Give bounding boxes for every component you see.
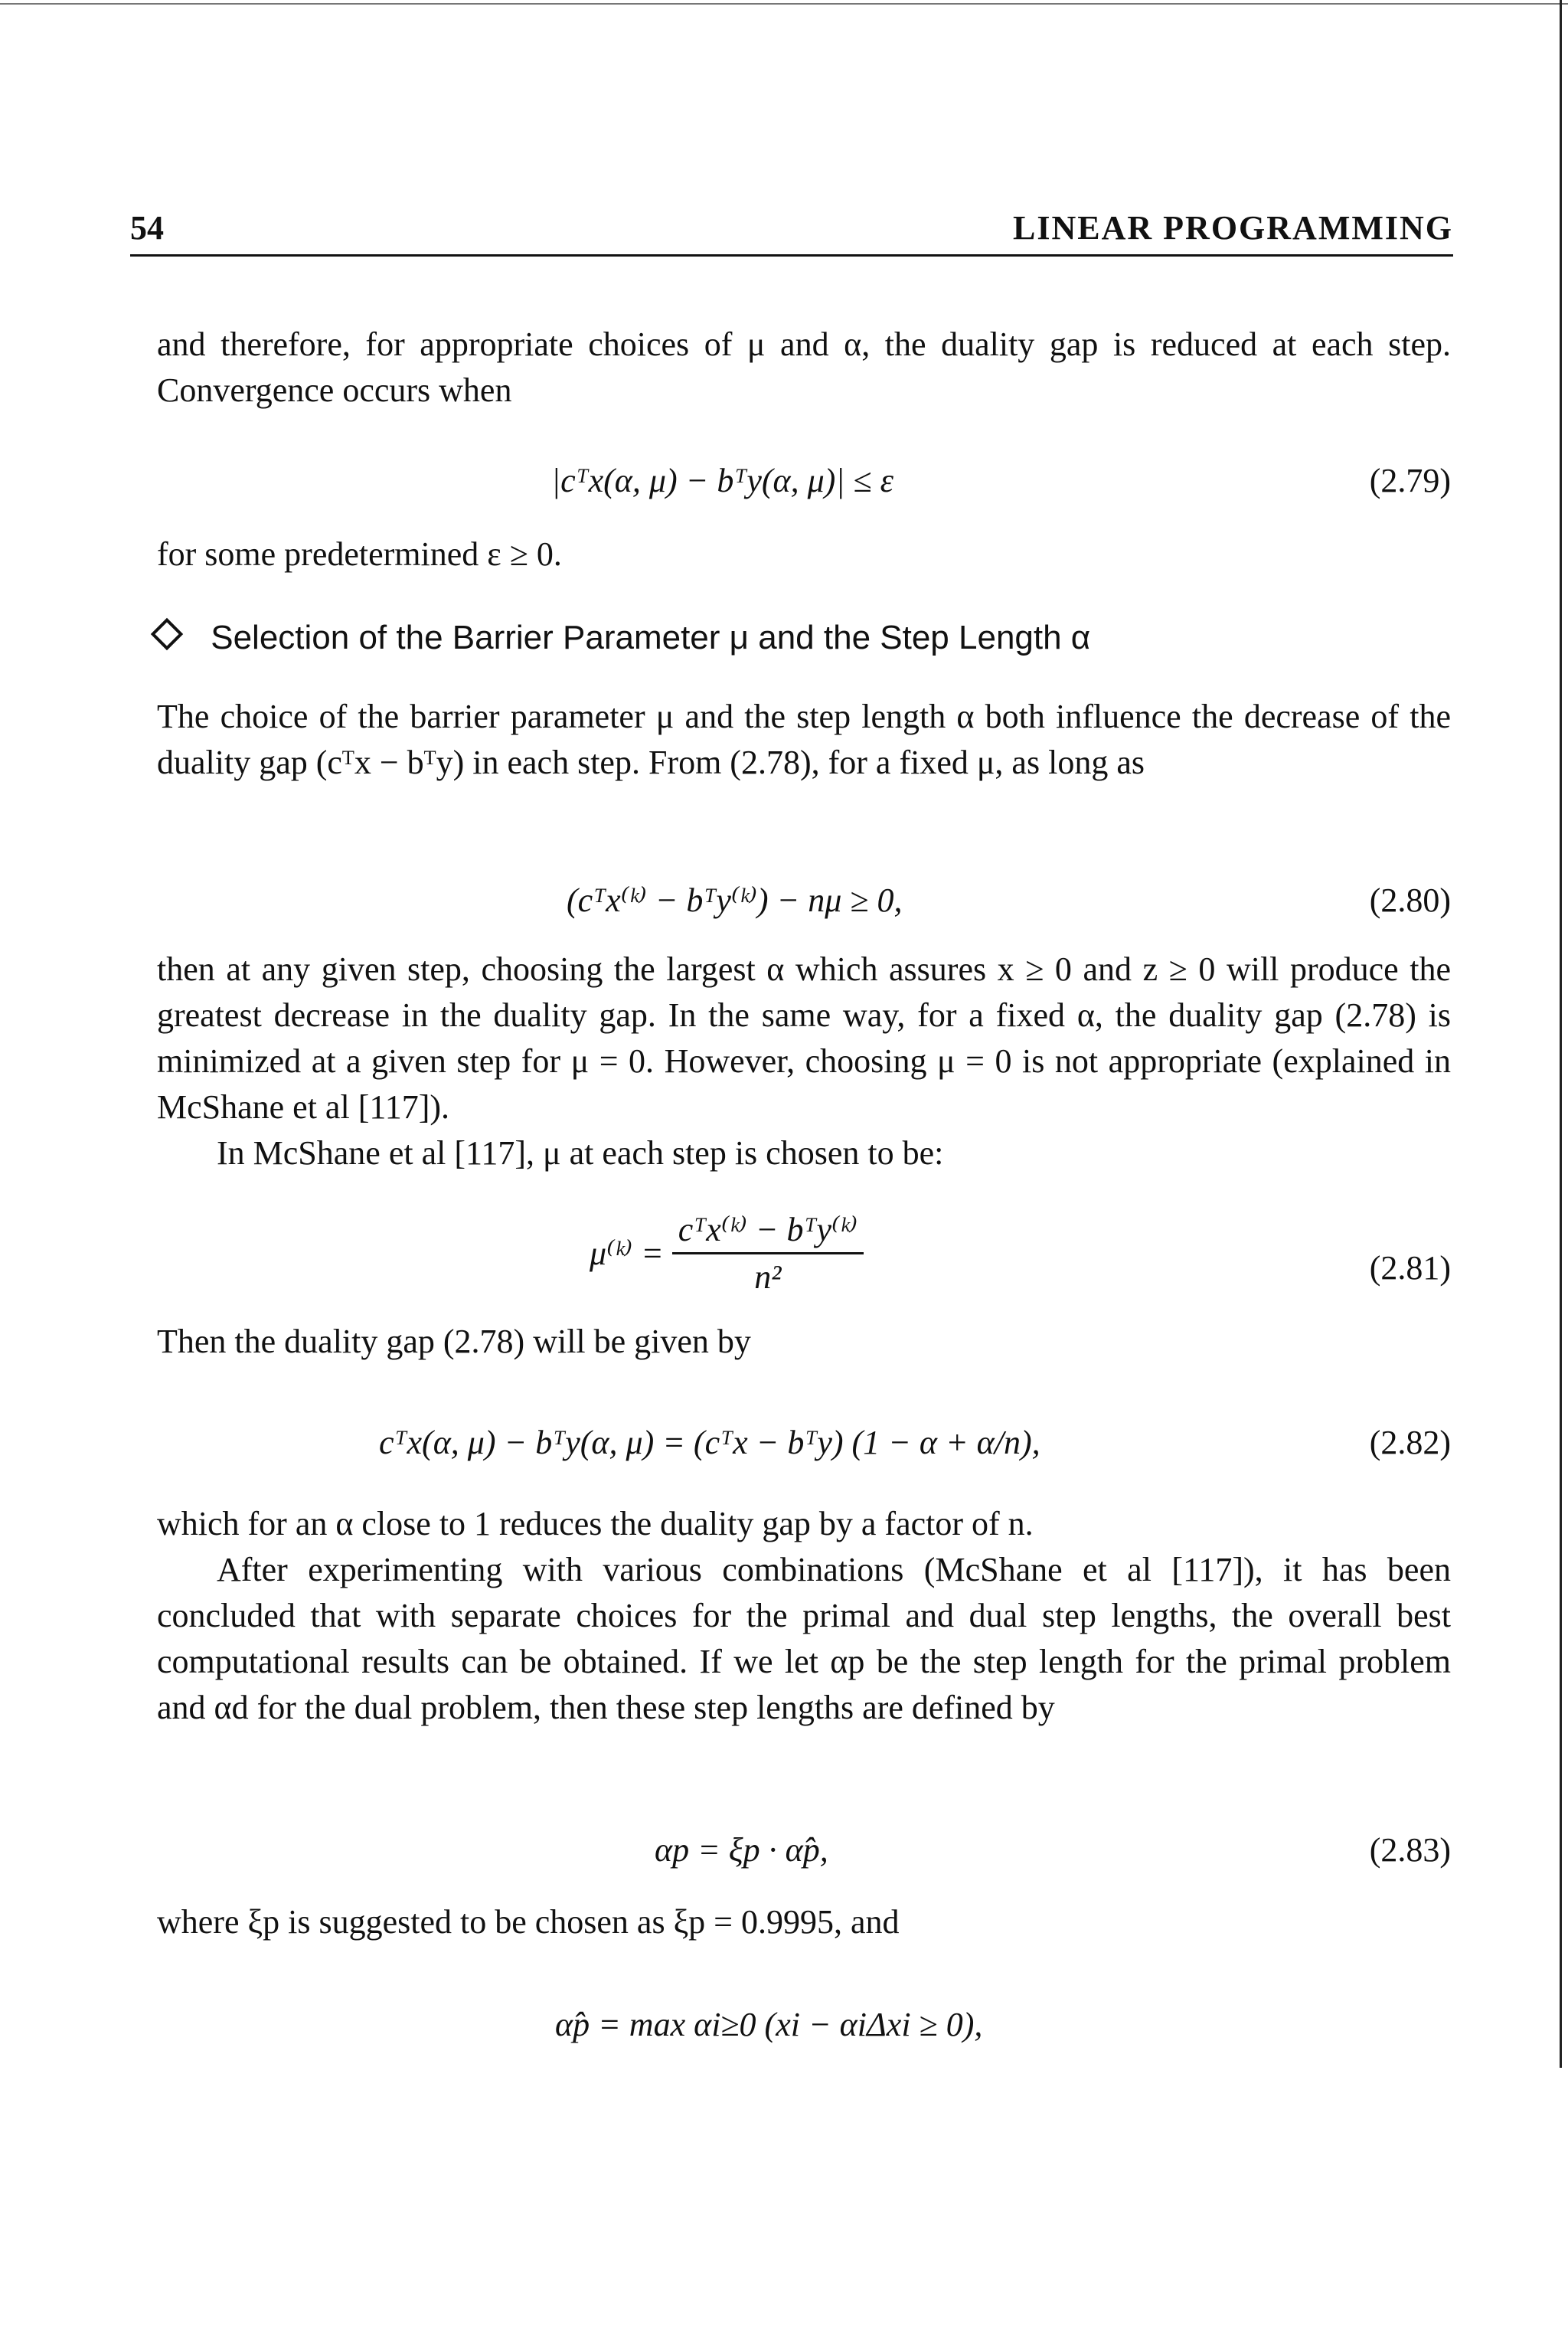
page-number: 54 [130, 209, 164, 247]
running-title: LINEAR PROGRAMMING [1013, 209, 1453, 247]
equation-2-82 [157, 1423, 1451, 1492]
section-heading [149, 619, 1090, 657]
fraction-numerator: cᵀx⁽ᵏ⁾ − bᵀy⁽ᵏ⁾ [672, 1210, 864, 1254]
paragraph-step-choice: then at any given step, choosing the largest α which assures x ≥ 0 and z ≥ 0 will produce the greatest decrease in the duality gap. In the same way, for a fixed α, the duality gap (2.78) is minimized at a given step for μ = 0. However, choosing μ = 0 is not appropriate (explained in McShane et al [117]). [157, 950, 1451, 1126]
equation-body: α̂p = max αi≥0 (xi − αiΔxi ≥ 0), [555, 2006, 983, 2043]
page-top-rule [0, 3, 1568, 5]
equation-number: (2.83) [1369, 1831, 1451, 1869]
section-title: Selection of the Barrier Parameter μ and the Step Length α [211, 619, 1091, 656]
equation-body: |cᵀx(α, μ) − bᵀy(α, μ)| ≤ ε [551, 462, 893, 499]
equation-lhs: μ⁽ᵏ⁾ = [590, 1235, 664, 1272]
paragraph-convergence: and therefore, for appropriate choices of μ and α, the duality gap is reduced at each step. Convergence occurs when [157, 325, 1451, 409]
diamond-icon [151, 618, 183, 650]
paragraph-experiments: After experimenting with various combinations (McShane et al [117]), it has been concluded that with separate choices for the primal and dual step lengths, the overall best computational results can be obtained. If we let αp be the step length for the primal problem and αd for the dual problem, then these step lengths are defined by [157, 1551, 1451, 1726]
fraction-denominator: n² [754, 1258, 782, 1296]
equation-2-83 [157, 1830, 1451, 1899]
equation-body [590, 1210, 864, 1297]
paragraph-xi-choice: where ξp is suggested to be chosen as ξp = 0.9995, and [157, 1903, 900, 1941]
equation-number: (2.79) [1369, 462, 1451, 499]
equation-body: (cᵀx⁽ᵏ⁾ − bᵀy⁽ᵏ⁾) − nμ ≥ 0, [567, 881, 903, 919]
equation-alpha-hat [157, 2005, 1451, 2074]
equation-body: αp = ξp · α̂p, [655, 1831, 828, 1869]
equation-2-81 [157, 1210, 1451, 1325]
equation-number: (2.82) [1369, 1424, 1451, 1461]
paragraph-reduction: which for an α close to 1 reduces the duality gap by a factor of n. [157, 1505, 1034, 1542]
paragraph-mcshane: In McShane et al [117], μ at each step is chosen to be: [217, 1134, 944, 1172]
paragraph-duality-gap: Then the duality gap (2.78) will be given by [157, 1323, 751, 1360]
fraction [672, 1210, 864, 1297]
equation-body: cᵀx(α, μ) − bᵀy(α, μ) = (cᵀx − bᵀy) (1 − α + α/n), [379, 1424, 1040, 1461]
paragraph-epsilon: for some predetermined ε ≥ 0. [157, 535, 562, 573]
equation-number: (2.80) [1369, 881, 1451, 919]
page-header [130, 208, 1453, 257]
equation-2-80 [157, 881, 1451, 950]
equation-2-79 [157, 461, 1451, 530]
paragraph-barrier-choice: The choice of the barrier parameter μ and the step length α both influence the decrease of the duality gap (cᵀx − bᵀy) in each step. From (2.78), for a fixed μ, as long as [157, 698, 1451, 781]
page-right-edge [1560, 0, 1562, 2068]
equation-number: (2.81) [1369, 1249, 1451, 1287]
